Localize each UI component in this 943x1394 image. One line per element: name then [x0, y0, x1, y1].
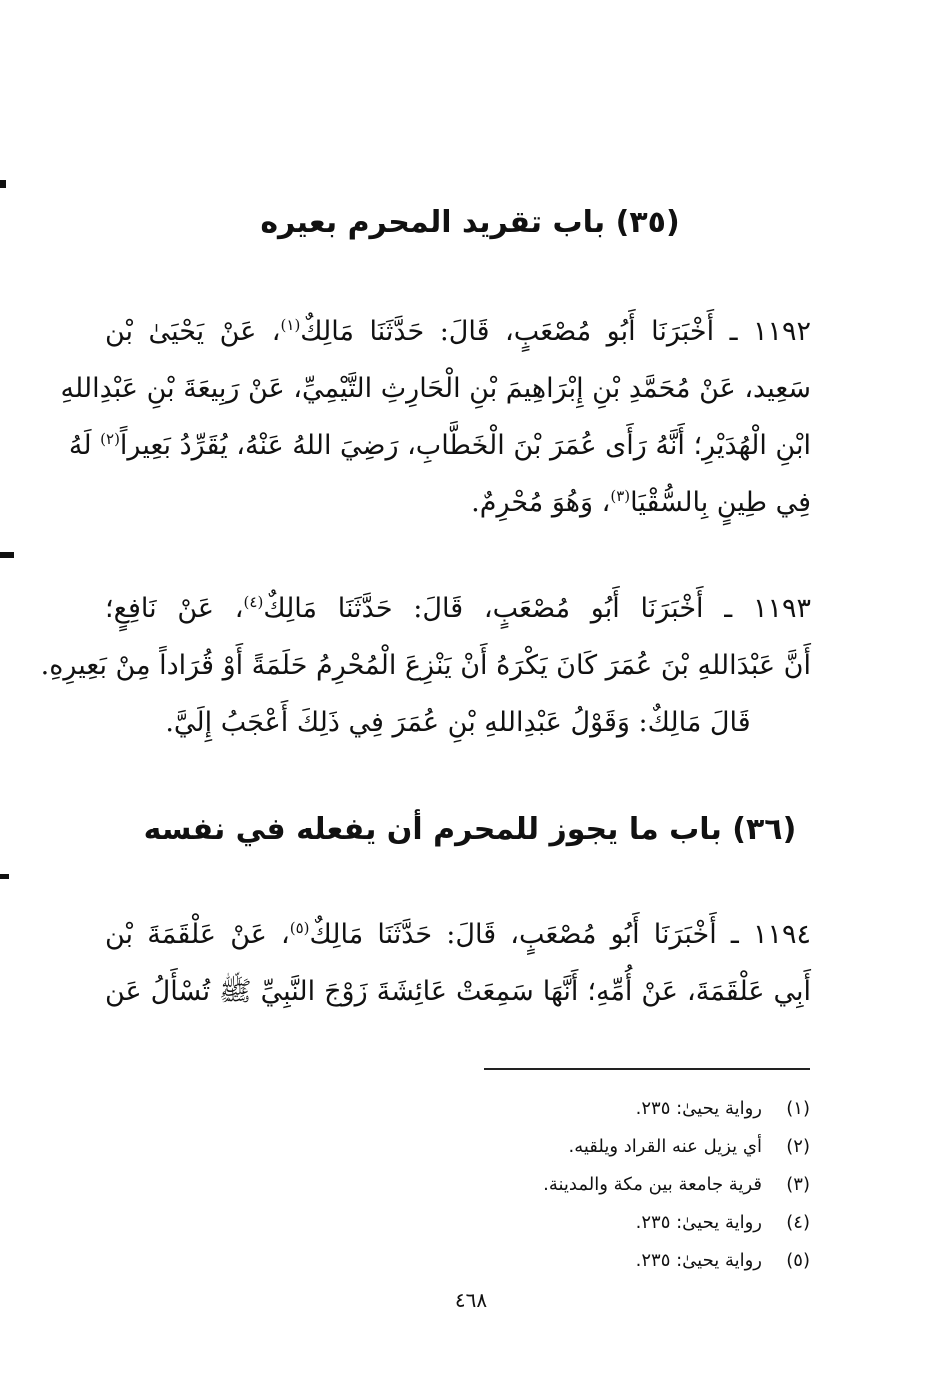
text-segment: قَالَ مَالِكٌ: وَقَوْلُ عَبْدِاللهِ بْنِ عُمَرَ فِي ذَلِكَ أَعْجَبُ إِلَيَّ.	[165, 707, 751, 738]
footnote-text: أي يزيل عنه القراد ويلقيه.	[568, 1136, 762, 1157]
footnote-divider	[484, 1068, 810, 1070]
hadith-paragraph	[60, 303, 811, 531]
hadith-paragraph	[105, 906, 811, 1020]
footnote-text: رواية يحيىٰ: ٢٣٥.	[635, 1250, 762, 1271]
text-segment: ١١٩٣ ـ أَخْبَرَنَا أَبُو مُصْعَبٍ، قَالَ: حَدَّثَنَا مَالِكٌ	[263, 593, 811, 624]
text-segment: ابْنِ الْهُدَيْرِ؛ أَنَّهُ رَأَى عُمَرَ بْنَ الْخَطَّابِ، رَضِيَ اللهُ عَنْهُ، يُقَرِّدُ بَعِيراً	[119, 430, 811, 461]
footnote-marker: (١)	[280, 316, 301, 334]
footnote-marker: (٥)	[289, 919, 310, 937]
text-segment: فِي طِينٍ بِالسُّقْيَا	[630, 487, 811, 518]
text-line	[40, 637, 811, 694]
footnote-number: (٥)	[786, 1250, 810, 1271]
text-segment: أَبِي عَلْقَمَةَ، عَنْ أُمِّهِ؛ أَنَّهَا سَمِعَتْ عَائِشَةَ زَوْجَ النَّبِيِّ ﷺ تُسْأَلُ عَن	[105, 976, 811, 1007]
section-heading: (٣٦) باب ما يجوز للمحرم أن يفعله في نفسه	[143, 812, 797, 847]
text-line	[105, 906, 811, 963]
text-segment: ، عَنْ عَلْقَمَةَ بْن	[105, 919, 290, 950]
section-heading: (٣٥) باب تقريد المحرم بعيره	[260, 205, 680, 240]
text-segment: ١١٩٤ ـ أَخْبَرَنَا أَبُو مُصْعَبٍ، قَالَ: حَدَّثَنَا مَالِكٌ	[309, 919, 811, 950]
text-line	[105, 580, 811, 637]
footnote-text: قرية جامعة بين مكة والمدينة.	[543, 1174, 762, 1195]
footnote-number: (١)	[786, 1098, 810, 1119]
text-segment: ، وَهُوَ مُحْرِمٌ.	[471, 487, 611, 518]
text-line	[105, 303, 811, 360]
scan-mark	[0, 180, 6, 188]
footnote-text: رواية يحيىٰ: ٢٣٥.	[635, 1098, 762, 1119]
text-line	[105, 694, 811, 751]
footnotes	[400, 1090, 810, 1280]
text-segment: لَهُ	[68, 430, 101, 461]
text-segment: سَعِيد، عَنْ مُحَمَّدِ بْنِ إِبْرَاهِيمَ بْنِ الْحَارِثِ التَّيْمِيِّ، عَنْ رَبِيعَةَ بْنِ عَبْدِاللهِ	[60, 373, 811, 404]
text-line	[105, 963, 811, 1020]
footnote-text: رواية يحيىٰ: ٢٣٥.	[635, 1212, 762, 1233]
scan-mark	[0, 874, 9, 879]
text-line	[60, 360, 811, 417]
text-line	[105, 474, 811, 531]
text-line	[68, 417, 811, 474]
footnote-number: (٤)	[786, 1212, 810, 1233]
footnote-item	[400, 1090, 810, 1128]
footnote-marker: (٤)	[243, 593, 264, 611]
text-segment: ١١٩٢ ـ أَخْبَرَنَا أَبُو مُصْعَبٍ، قَالَ: حَدَّثَنَا مَالِكٌ	[300, 316, 811, 347]
page-number: ٤٦٨	[454, 1288, 488, 1312]
footnote-number: (٣)	[786, 1174, 810, 1195]
footnote-item	[400, 1242, 810, 1280]
footnote-item	[400, 1204, 810, 1242]
text-segment: ، عَنْ يَحْيَىٰ بْن	[105, 316, 281, 347]
text-segment: ، عَنْ نَافِعٍ؛	[105, 593, 244, 624]
hadith-paragraph	[40, 580, 811, 751]
footnote-marker: (٢)	[100, 430, 120, 448]
footnote-item	[400, 1128, 810, 1166]
footnote-marker: (٣)	[610, 487, 631, 505]
footnote-number: (٢)	[786, 1136, 810, 1157]
footnote-item	[400, 1166, 810, 1204]
scan-mark	[0, 552, 14, 558]
text-segment: أَنَّ عَبْدَاللهِ بْنَ عُمَرَ كَانَ يَكْرَهُ أَنْ يَنْزِعَ الْمُحْرِمُ حَلَمَةً أَوْ قُرَاداً مِنْ بَعِيرِهِ.	[40, 650, 811, 681]
